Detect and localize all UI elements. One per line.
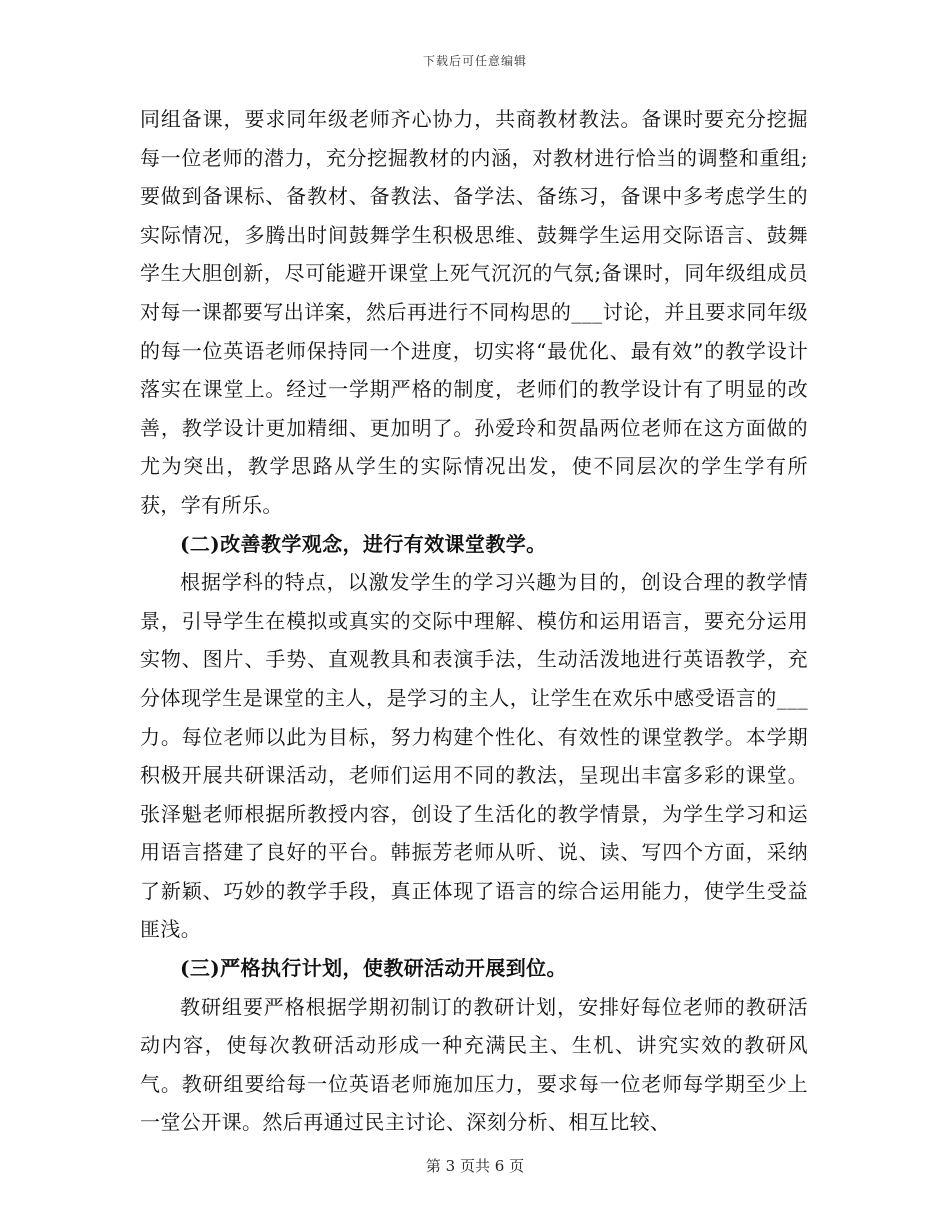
section-heading-2: (二)改善教学观念，进行有效课堂教学。 bbox=[180, 531, 547, 556]
page-number-footer: 第 3 页共 6 页 bbox=[425, 1157, 525, 1175]
body-paragraph-2: 根据学科的特点，以激发学生的学习兴趣为目的，创设合理的教学情景，引导学生在模拟或真实的交际中理解、模仿和运用语言，要充分运用实物、图片、手势、直观教具和表演手法，生动活泼地进行英语教学，充分体现学生是课堂的主人，是学习的主人，让学生在欢乐中感受语言的___力。每位老师以此为目标，努力构建个性化、有效性的课堂教学。本学期积极开展共研课活动，老师们运用不同的教法，呈现出丰富多彩的课堂。张泽魁老师根据所教授内容，创设了生活化的教学情景，为学生学习和运用语言搭建了良好的平台。韩振芳老师从听、说、读、写四个方面，采纳了新颖、巧妙的教学手段，真正体现了语言的综合运用能力，使学生受益匪浅。 bbox=[140, 570, 808, 942]
body-paragraph-3: 教研组要严格根据学期初制订的教研计划，安排好每位老师的教研活动内容，使每次教研活动形成一种充满民主、生机、讲究实效的教研风气。教研组要给每一位英语老师施加压力，要求每一位老师每学期至少上一堂公开课。然后再通过民主讨论、深刻分析、相互比较、 bbox=[140, 994, 808, 1135]
document-body bbox=[140, 100, 808, 1142]
page-header-note: 下载后可任意编辑 bbox=[422, 54, 527, 68]
body-paragraph-1: 同组备课，要求同年级老师齐心协力，共商教材教法。备课时要充分挖掘每一位老师的潜力，充分挖掘教材的内涵，对教材进行恰当的调整和重组;要做到备课标、备教材、备教法、备学法、备练习，备课中多考虑学生的实际情况，多腾出时间鼓舞学生积极思维、鼓舞学生运用交际语言、鼓舞学生大胆创新，尽可能避开课堂上死气沉沉的气氛;备课时，同年级组成员对每一课都要写出详案，然后再进行不同构思的___讨论，并且要求同年级的每一位英语老师保持同一个进度，切实将“最优化、最有效”的教学设计落实在课堂上。经过一学期严格的制度，老师们的教学设计有了明显的改善，教学设计更加精细、更加明了。孙爱玲和贺晶两位老师在这方面做的尤为突出，教学思路从学生的实际情况出发，使不同层次的学生学有所获，学有所乐。 bbox=[140, 107, 808, 517]
section-heading-3: (三)严格执行计划，使教研活动开展到位。 bbox=[180, 956, 567, 981]
